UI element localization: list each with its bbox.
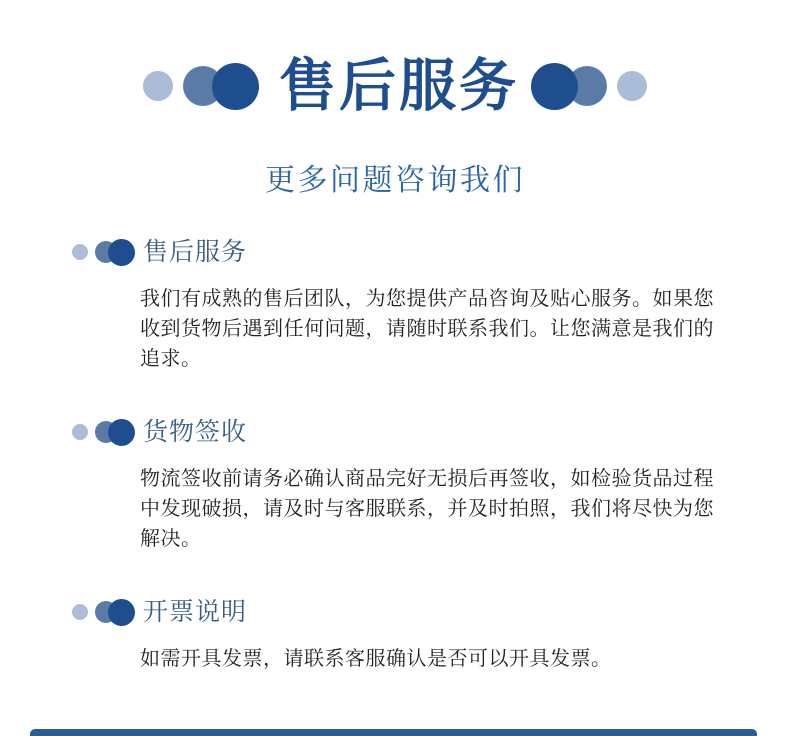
circle-small-icon <box>617 71 647 101</box>
section-heading: 货物签收 <box>143 418 248 446</box>
section-goods-receipt <box>72 416 714 554</box>
circle-large-icon <box>212 63 259 110</box>
circle-large-icon <box>108 419 135 446</box>
section-header <box>72 416 714 448</box>
circle-small-icon <box>72 424 88 440</box>
circle-large-icon <box>108 599 135 626</box>
section-dots-icon <box>72 239 135 266</box>
page-title: 售后服务 <box>279 54 519 118</box>
section-body-text: 如需开具发票，请联系客服确认是否可以开具发票。 <box>140 648 612 670</box>
circle-small-icon <box>143 71 173 101</box>
bottom-banner-edge <box>30 729 757 736</box>
section-heading: 售后服务 <box>143 238 248 266</box>
section-heading: 开票说明 <box>143 598 248 626</box>
page-title-row <box>0 0 790 122</box>
section-invoice-info <box>72 596 714 674</box>
circle-small-icon <box>72 244 88 260</box>
section-body-text: 物流签收前请务必确认商品完好无损后再签收，如检验货品过程中发现破损，请及时与客服联系，并及时拍照，我们将尽快为您解决。 <box>140 468 714 550</box>
page-subtitle: 更多问题咨询我们 <box>265 164 525 197</box>
circle-small-icon <box>72 604 88 620</box>
title-dots-right-icon <box>531 63 647 110</box>
section-header <box>72 236 714 268</box>
section-dots-icon <box>72 599 135 626</box>
sections-container <box>0 236 790 674</box>
section-header <box>72 596 714 628</box>
circle-large-icon <box>108 239 135 266</box>
section-after-sales <box>72 236 714 374</box>
section-dots-icon <box>72 419 135 446</box>
circle-large-icon <box>531 63 578 110</box>
title-dots-left-icon <box>143 63 259 110</box>
section-body-text: 我们有成熟的售后团队，为您提供产品咨询及贴心服务。如果您收到货物后遇到任何问题，请随时联系我们。让您满意是我们的追求。 <box>140 288 714 370</box>
